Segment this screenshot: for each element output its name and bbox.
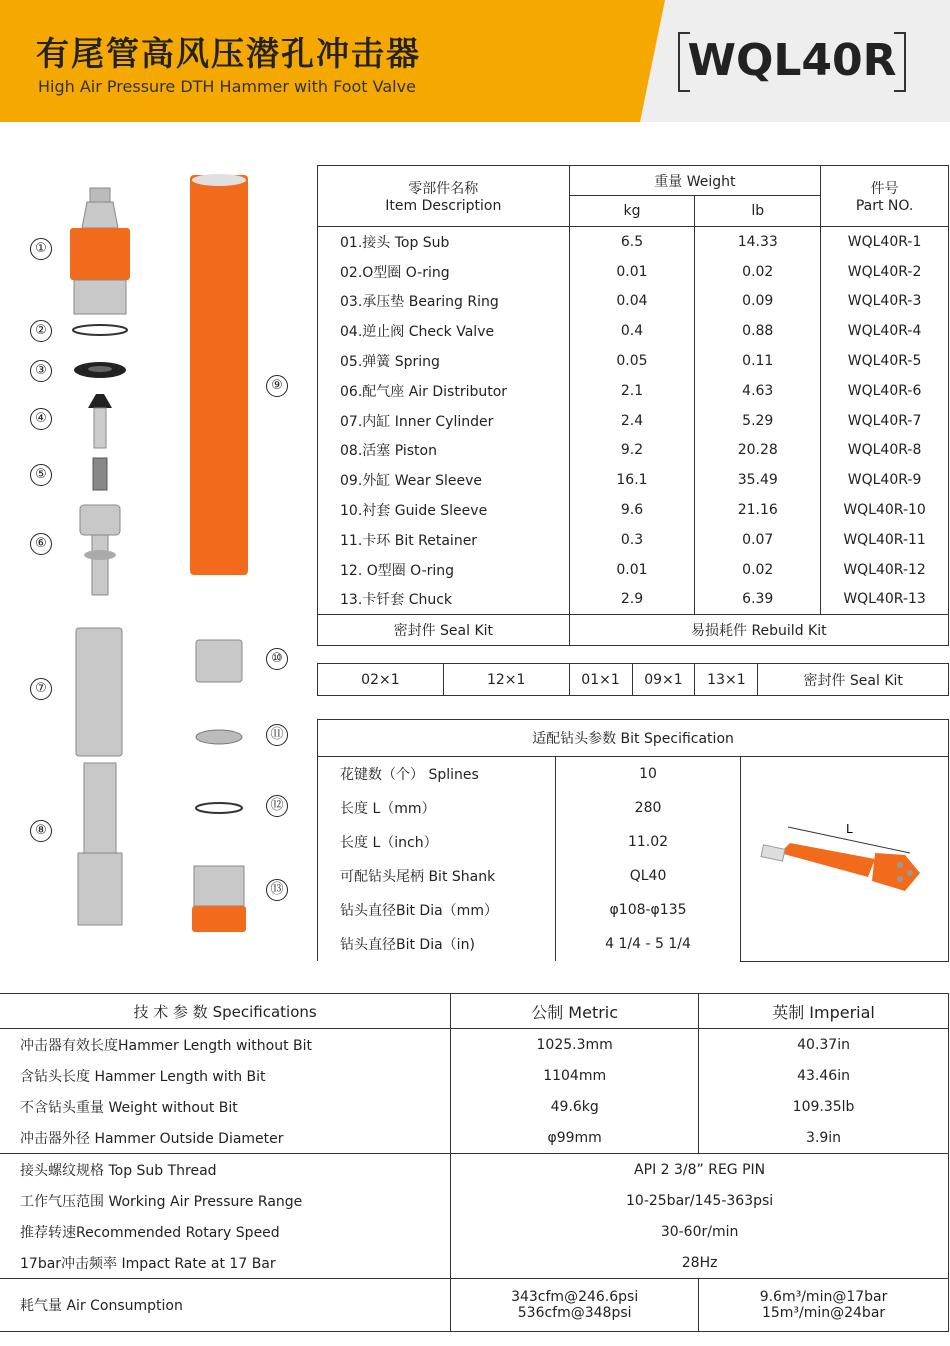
part-number: WQL40R-3 [821, 287, 949, 317]
spec-row [0, 1247, 949, 1279]
label-7: ⑦ [30, 678, 52, 700]
bit-spec-label: 可配钻头尾柄 Bit Shank [318, 859, 556, 893]
part-weight-lb: 0.88 [695, 316, 821, 346]
part-weight-lb: 6.39 [695, 585, 821, 615]
bit-spec-label: 钻头直径Bit Dia（mm） [318, 893, 556, 927]
part-weight-kg: 6.5 [569, 227, 695, 257]
part-weight-kg: 0.4 [569, 316, 695, 346]
specs-table [0, 993, 949, 1332]
part-number: WQL40R-2 [821, 257, 949, 287]
part-number: WQL40R-12 [821, 555, 949, 585]
spec-imperial: 3.9in [699, 1122, 949, 1154]
air-imperial-1: 9.6m³/min@17bar [759, 1289, 888, 1305]
part-description: 08.活塞 Piston [318, 436, 570, 466]
part-description: 13.卡钎套 Chuck [318, 585, 570, 615]
bit-spec-value: φ108-φ135 [555, 893, 741, 927]
part-description: 02.O型圈 O-ring [318, 257, 570, 287]
spec-row [0, 1154, 949, 1186]
part-weight-lb: 21.16 [695, 495, 821, 525]
bit-spec-value: 280 [555, 791, 741, 825]
parts-row [318, 495, 949, 525]
part-number: WQL40R-7 [821, 406, 949, 436]
specs-head-imperial: 英制 Imperial [699, 994, 949, 1029]
parts-row [318, 436, 949, 466]
spec-value: 30-60r/min [451, 1216, 949, 1247]
seal-kit-item: 02×1 [318, 664, 444, 696]
o-ring-image [73, 325, 127, 335]
part-weight-kg: 0.05 [569, 346, 695, 376]
spec-label: 推荐转速Recommended Rotary Speed [0, 1216, 451, 1247]
label-2: ② [30, 320, 52, 342]
part-description: 04.逆止阀 Check Valve [318, 316, 570, 346]
spec-row [0, 1029, 949, 1061]
part-weight-lb: 0.02 [695, 555, 821, 585]
air-consumption-imperial [699, 1279, 949, 1332]
part-number: WQL40R-1 [821, 227, 949, 257]
bit-spec-label: 长度 L（inch） [318, 825, 556, 859]
label-1: ① [30, 238, 52, 260]
spring-image [93, 458, 107, 490]
top-sub-image [70, 188, 130, 314]
parts-head-desc-en: Item Description [385, 198, 502, 214]
bit-spec-label: 钻头直径Bit Dia（in) [318, 927, 556, 961]
part-weight-kg: 2.4 [569, 406, 695, 436]
bit-spec-value: 4 1/4 - 5 1/4 [555, 927, 741, 961]
spec-metric: 1104mm [451, 1060, 699, 1091]
part-description: 03.承压垫 Bearing Ring [318, 287, 570, 317]
o-ring-2-image [196, 803, 242, 813]
part-weight-lb: 0.02 [695, 257, 821, 287]
part-weight-kg: 9.6 [569, 495, 695, 525]
parts-row [318, 585, 949, 615]
part-weight-kg: 0.3 [569, 525, 695, 555]
part-number: WQL40R-11 [821, 525, 949, 555]
model-number: WQL40R [687, 35, 897, 86]
spec-value: 28Hz [451, 1247, 949, 1279]
spec-value: 10-25bar/145-363psi [451, 1185, 949, 1216]
specs-merged-rows [0, 1154, 949, 1279]
piston-image [78, 763, 122, 925]
part-weight-lb: 14.33 [695, 227, 821, 257]
spec-row [0, 1185, 949, 1216]
parts-row [318, 257, 949, 287]
spec-label: 冲击器外径 Hammer Outside Diameter [0, 1122, 451, 1154]
parts-head-desc [318, 166, 570, 227]
parts-row [318, 287, 949, 317]
bit-spec-row [318, 757, 949, 792]
label-6: ⑥ [30, 533, 52, 555]
label-3: ③ [30, 360, 52, 382]
spec-label: 冲击器有效长度Hammer Length without Bit [0, 1029, 451, 1061]
label-11: ⑪ [266, 724, 288, 746]
page-subtitle: High Air Pressure DTH Hammer with Foot Valve [38, 77, 416, 96]
part-weight-lb: 5.29 [695, 406, 821, 436]
part-description: 12. O型圈 O-ring [318, 555, 570, 585]
air-metric-1: 343cfm@246.6psi [511, 1289, 639, 1305]
part-number: WQL40R-4 [821, 316, 949, 346]
parts-row [318, 525, 949, 555]
part-weight-lb: 0.09 [695, 287, 821, 317]
parts-row [318, 465, 949, 495]
spec-imperial: 109.35lb [699, 1091, 949, 1122]
part-number: WQL40R-6 [821, 376, 949, 406]
part-number: WQL40R-8 [821, 436, 949, 466]
inner-cylinder-image [76, 628, 122, 756]
part-description: 09.外缸 Wear Sleeve [318, 465, 570, 495]
air-distributor-image [80, 505, 120, 595]
check-valve-image [88, 394, 112, 448]
bit-spec-value: QL40 [555, 859, 741, 893]
bit-spec-label: 花键数（个） Splines [318, 757, 556, 792]
dimension-label: L [846, 822, 853, 836]
spec-value: API 2 3/8” REG PIN [451, 1154, 949, 1186]
air-consumption-metric [451, 1279, 699, 1332]
part-number: WQL40R-9 [821, 465, 949, 495]
part-weight-kg: 2.1 [569, 376, 695, 406]
wear-sleeve-image [190, 175, 248, 575]
part-weight-lb: 4.63 [695, 376, 821, 406]
part-weight-lb: 0.07 [695, 525, 821, 555]
part-weight-lb: 35.49 [695, 465, 821, 495]
parts-rows [318, 227, 949, 615]
part-number: WQL40R-5 [821, 346, 949, 376]
spec-label: 17bar冲击频率 Impact Rate at 17 Bar [0, 1247, 451, 1279]
parts-head-desc-cn: 零部件名称 [408, 181, 479, 197]
spec-row [0, 1216, 949, 1247]
part-number: WQL40R-13 [821, 585, 949, 615]
rebuild-kit-item: 01×1 [569, 664, 632, 696]
label-10: ⑩ [266, 648, 288, 670]
seal-kit-item: 12×1 [443, 664, 569, 696]
seal-kit-label: 密封件 Seal Kit [318, 615, 570, 646]
specs-head-metric: 公制 Metric [451, 994, 699, 1029]
spec-metric: 1025.3mm [451, 1029, 699, 1061]
spec-label: 接头螺纹规格 Top Sub Thread [0, 1154, 451, 1186]
rebuild-kit-item: 密封件 Seal Kit [758, 664, 949, 696]
air-consumption-label: 耗气量 Air Consumption [0, 1279, 451, 1332]
spec-row [0, 1060, 949, 1091]
part-weight-kg: 0.01 [569, 257, 695, 287]
part-weight-kg: 0.01 [569, 555, 695, 585]
parts-head-weight: 重量 Weight [569, 166, 821, 196]
part-weight-lb: 20.28 [695, 436, 821, 466]
part-weight-kg: 9.2 [569, 436, 695, 466]
spec-row [0, 1122, 949, 1154]
rebuild-kit-label: 易损耗件 Rebuild Kit [569, 615, 948, 646]
specs-head-label: 技 术 参 数 Specifications [0, 994, 451, 1029]
parts-row [318, 227, 949, 257]
part-description: 10.衬套 Guide Sleeve [318, 495, 570, 525]
part-weight-kg: 2.9 [569, 585, 695, 615]
part-description: 11.卡环 Bit Retainer [318, 525, 570, 555]
guide-sleeve-image [196, 640, 242, 682]
spec-imperial: 40.37in [699, 1029, 949, 1061]
rebuild-kit-item: 13×1 [695, 664, 758, 696]
label-12: ⑫ [266, 795, 288, 817]
rebuild-kit-item: 09×1 [632, 664, 695, 696]
parts-row [318, 406, 949, 436]
part-weight-kg: 16.1 [569, 465, 695, 495]
part-number: WQL40R-10 [821, 495, 949, 525]
spec-metric: 49.6kg [451, 1091, 699, 1122]
part-description: 05.弹簧 Spring [318, 346, 570, 376]
parts-row [318, 376, 949, 406]
kit-table [317, 663, 949, 696]
parts-row [318, 346, 949, 376]
specs-split-rows [0, 1029, 949, 1154]
bit-spec-title: 适配钻头参数 Bit Specification [318, 720, 949, 757]
parts-row [318, 555, 949, 585]
chuck-image [192, 866, 246, 932]
parts-illustration [30, 170, 310, 940]
label-13: ⑬ [266, 879, 288, 901]
part-weight-kg: 0.04 [569, 287, 695, 317]
part-weight-lb: 0.11 [695, 346, 821, 376]
spec-row [0, 1091, 949, 1122]
bit-spec-value: 11.02 [555, 825, 741, 859]
parts-row [318, 316, 949, 346]
part-description: 06.配气座 Air Distributor [318, 376, 570, 406]
parts-table [317, 165, 949, 646]
parts-head-part-cn: 件号 [870, 181, 899, 197]
parts-head-part [821, 166, 949, 227]
parts-head-lb: lb [695, 196, 821, 227]
page-title: 有尾管高风压潜孔冲击器 [36, 34, 421, 73]
model-bracket-right [894, 32, 906, 92]
parts-head-part-en: Part NO. [855, 198, 914, 214]
spec-label: 不含钻头重量 Weight without Bit [0, 1091, 451, 1122]
label-8: ⑧ [30, 820, 52, 842]
label-4: ④ [30, 408, 52, 430]
part-description: 07.内缸 Inner Cylinder [318, 406, 570, 436]
parts-head-kg: kg [569, 196, 695, 227]
bit-spec-label: 长度 L（mm） [318, 791, 556, 825]
page-header [0, 0, 950, 122]
air-metric-2: 536cfm@348psi [517, 1305, 632, 1321]
spec-imperial: 43.46in [699, 1060, 949, 1091]
part-description: 01.接头 Top Sub [318, 227, 570, 257]
label-9: ⑨ [266, 375, 288, 397]
bit-spec-value: 10 [555, 757, 741, 792]
spec-label: 含钻头长度 Hammer Length with Bit [0, 1060, 451, 1091]
label-5: ⑤ [30, 464, 52, 486]
drill-bit-image [760, 815, 940, 895]
air-imperial-2: 15m³/min@24bar [761, 1305, 886, 1321]
spec-metric: φ99mm [451, 1122, 699, 1154]
bit-retainer-image [196, 730, 242, 744]
spec-label: 工作气压范围 Working Air Pressure Range [0, 1185, 451, 1216]
